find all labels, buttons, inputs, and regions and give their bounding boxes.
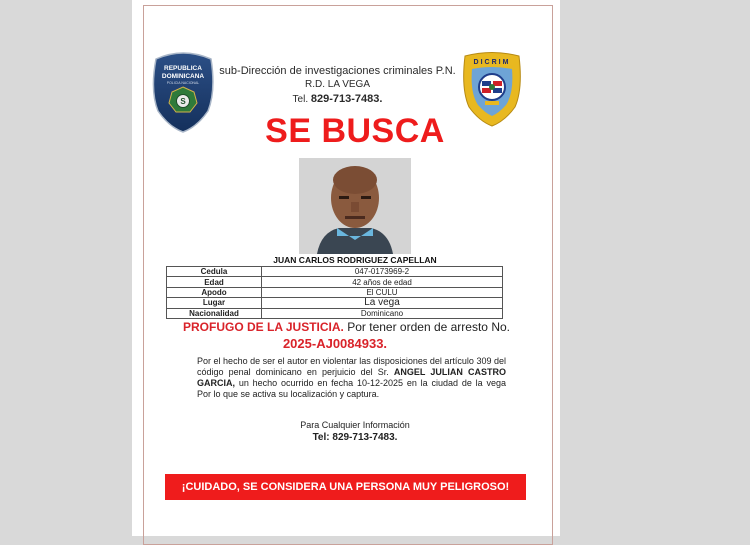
detail-label: Edad [167, 277, 262, 287]
policia-nacional-shield-icon [150, 51, 217, 133]
agency-phone: Tel. 829-713-7483. [292, 93, 383, 105]
detail-label: Nacionalidad [167, 308, 262, 318]
detail-label: Cedula [167, 267, 262, 277]
detail-value: La vega [262, 298, 503, 308]
suspect-details-table [166, 266, 503, 319]
fugitive-status [160, 320, 510, 334]
detail-value: Dominicano [262, 308, 503, 318]
table-row [167, 267, 503, 277]
agency-name: sub-Dirección de investigaciones criminales P.N. [219, 65, 456, 77]
table-row [167, 287, 503, 297]
detail-value: El CULU [262, 287, 503, 297]
arrest-number: 2025-AJ0084933. [282, 336, 388, 351]
agency-header [215, 64, 460, 107]
svg-text:REPUBLICA: REPUBLICA [164, 65, 202, 72]
page-title: SE BUSCA [265, 112, 445, 150]
detail-label: Lugar [167, 298, 262, 308]
table-row [167, 277, 503, 287]
suspect-name: JUAN CARLOS RODRIGUEZ CAPELLAN [273, 255, 437, 265]
contact-info [230, 419, 480, 444]
detail-label: Apodo [167, 287, 262, 297]
agency-location: R.D. LA VEGA [304, 79, 371, 90]
detail-value: 42 años de edad [262, 277, 503, 287]
svg-text:POLICIA NACIONAL: POLICIA NACIONAL [166, 81, 200, 85]
suspect-photo [299, 158, 411, 254]
arrest-order-text: Por tener orden de arresto No. [347, 320, 510, 334]
danger-warning-banner: ¡CUIDADO, SE CONSIDERA UNA PERSONA MUY PELIGROSO! [165, 474, 526, 500]
contact-phone: Tel: 829-713-7483. [312, 432, 398, 443]
detail-value: 047-0173969-2 [262, 267, 503, 277]
svg-text:DOMINICANA: DOMINICANA [161, 73, 205, 80]
victim-name: ANGEL JULIAN CASTRO GARCIA, [197, 367, 506, 388]
contact-label: Para Cualquier Información [300, 420, 410, 430]
table-row [167, 308, 503, 318]
svg-text:DICRIM: DICRIM [473, 59, 511, 66]
fugitive-label: PROFUGO DE LA JUSTICIA. [182, 320, 344, 334]
case-description: Por el hecho de ser el autor en violentar las disposiciones del artículo 309 del código penal dominicano en perjuicio del Sr. ANGEL JULIAN CASTRO GARCIA, un hecho ocurrido en fecha 10-12-2025 en la ciudad de la vega Por lo que se activa su localización y captura. [197, 356, 506, 399]
svg-text:S: S [180, 97, 186, 106]
table-row [167, 298, 503, 308]
